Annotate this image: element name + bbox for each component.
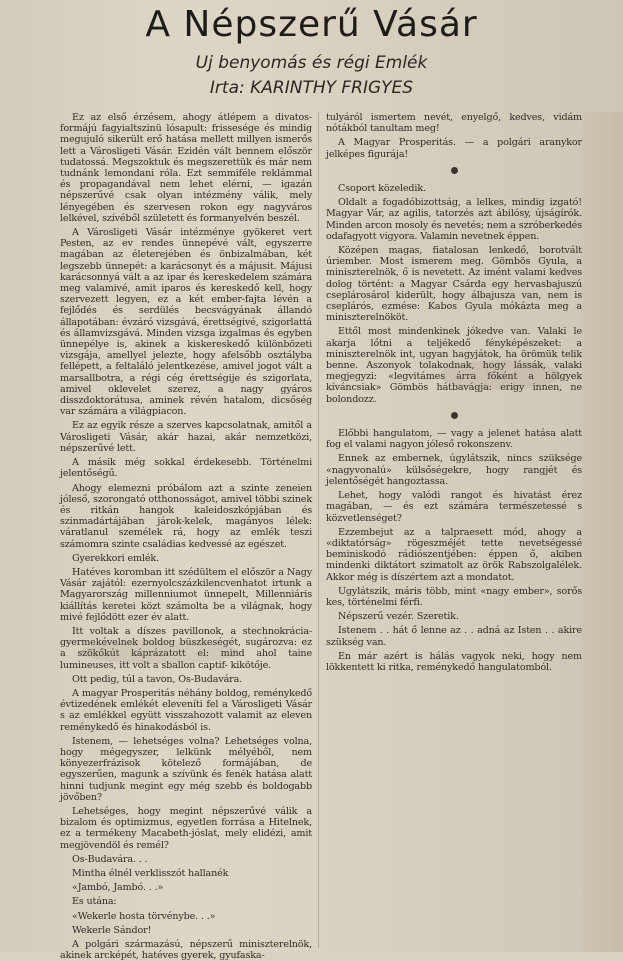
paragraph: Középen magas, fiatalosan lenkedő, borotvált úriember. Most ismerem meg. Gömbös Gyula, a miniszterelnök, ő is nevetett. Az imént valami kedves dolog történt: a Magyar Csárda egy hervasbajuszú cseplárosárol kiderült, hogy álbajusza van, nem is cseplárós, ezmése: Kabos Gyula mókázta meg a miniszterelnököt. bbox=[326, 245, 582, 324]
paragraph: En már azért is hálás vagyok neki, hogy nem lökkentett ki ritka, reménykedő hangulatomból. bbox=[326, 650, 582, 673]
paragraph: Előbbi hangulatom, — vagy a jelenet hatása alatt fog el valami nagyon jóleső rokonszenv. bbox=[326, 428, 582, 451]
scan-smudge bbox=[80, 640, 240, 664]
paragraph: Ez az egyik része a szerves kapcsolatnak, amitől a Városligeti Vásár, akár hazai, akár nemzetközi, népszerűvé lett. bbox=[60, 420, 312, 454]
paragraph: tulyáról ismertem nevét, enyelgő, kedves, vidám nótákból tanultam meg! bbox=[326, 112, 582, 135]
paragraph: A másik még sokkal érdekesebb. Történelmi jelentőségű. bbox=[60, 457, 312, 480]
article-headline: A Népszerű Vásár bbox=[145, 4, 478, 45]
verse-line: Mintha élnél verklisszót hallanék bbox=[72, 868, 229, 879]
verse-line: Wekerle Sándor! bbox=[72, 924, 152, 936]
section-divider-dot bbox=[326, 411, 582, 422]
left-column bbox=[60, 112, 312, 961]
paragraph: Ez az első érzésem, ahogy átlépem a divatos-formájú fagyialtszinü lósapult: frissesége és mindig megujuló sikerült erő hatása mellett millyen ismerős lett a Városligeti Vásár. Ezidén vált bennem először tudatossá. Megszoktuk és megszerettük és már nem tudnánk lemondani róla. Ezt semmiféle reklámmal és propagandával nem lehet elérni, — igazán népszerűvé csak olyan intézmény válik, mely lényegében és szervesen rokon egy nagyváros lelkével, szívéből született és formanyelvén beszél. bbox=[60, 112, 312, 224]
paragraph: Istenem . . hát ő lenne az . . adná az Isten . . akire szükség van. bbox=[326, 625, 582, 648]
paragraph: Népszerű vezér. Szeretik. bbox=[338, 611, 459, 623]
paragraph: Lehetséges, hogy megint népszerűvé válik a bizalom és optimizmus, egyetlen forrása a Hitelnek, ez a termékeny Macabeth-jóslat, mely elidézi, amit megjövendöl és remél? bbox=[60, 805, 312, 851]
scan-margin bbox=[582, 112, 623, 952]
article-byline: Irta: KARINTHY FRIGYES bbox=[209, 78, 414, 98]
verse-line: «Wekerle hosta törvénybe. . .» bbox=[72, 910, 216, 922]
right-column bbox=[326, 112, 582, 673]
column-rule bbox=[318, 112, 319, 948]
paragraph: Ennek az embernek, úgylátszik, nincs szüksége «nagyvonalú» külsőségekre, hogy rangjét és jelentőségét hangoztassa. bbox=[326, 453, 582, 487]
paragraph: A Magyar Prosperitás. — a polgári aranykor jelképes figurája! bbox=[326, 137, 582, 160]
paragraph: Ezzembejut az a talpraesett mód, ahogy a «diktatórság» rögeszméjét tette nevetségessé beminiskodó rádiószentjében: éppen ő, akiben mindenki diktátort szimatolt az örök Rabszolgalélek. Akkor még is díszértem azt a mondatot. bbox=[326, 526, 582, 583]
paragraph: Csoport közeledik. bbox=[338, 183, 426, 195]
paragraph: Ettől most mindenkinek jókedve van. Valaki le akarja lőtni a teljékedő fényképészeket: a miniszterelnök int, ugyan hagyjátok, ha örömük telik benne. Aszonyok tolakodnak, hogy lássák, valaki megjegyzi: «legvitámes árra főként a hölgyek kíváncsiak» Gömbös hátbavágja: erigy innen, ne bolondozz. bbox=[326, 326, 582, 405]
paragraph: Istenem, — lehetséges volna? Lehetséges volna, hogy mégegyszer, lelkünk mélyéből, nem könyezerfrázisok kötelező formájában, de egyszerűen, magunk a szívünk és fenék hatása alatt hinni tudjunk megint egy még szebb és boldogabb jövőben? bbox=[60, 735, 312, 803]
section-divider-dot bbox=[326, 166, 582, 177]
verse-line: Es utána: bbox=[72, 896, 117, 908]
paragraph: A Városligeti Vásár intézménye gyökeret vert Pesten, az ev rendes ünnepévé vált, egyszerre magában az életerejében és önbizalmában, két legszebb ünnepét: a karácsonyt és a májusit. Májusi karácsonnyá vált a az ipar és kereskedelem számára meg valamivé, amit iparos és kereskedő kell, hogy szervezett legyen, ez a két ember-fajta lévén a fejlődés és serdülés becsvágyának állandó állapotában: évzáró vizsgává, érettségivé, szigorlattá és államvizsgává. Minden vizsga izgalmas és egyben ünnepélye is, akinek a kiskereskedő különbözeti vizsgája, amellyel jelezte, hogy afelsőbb osztályba fellépett, a feltaláló jelentkezése, amivel jogot vált a marsallbotra, a régi cég érettségije és szigorlata, amivel oklevelet szerez, a nagy gyáros disszdoktorátusa, aminek révén hatalom, dicsőség var számára a világpiacon. bbox=[60, 227, 312, 418]
scan-smudge bbox=[440, 360, 560, 390]
verse-line: «Jambó, Jambó. . .» bbox=[72, 882, 164, 894]
paragraph: Oldalt a fogadóbizottság, a lelkes, mindig izgató! Magyar Vár, az agilis, tatorzés azt ábilósy, újságírók. Minden arcon mosoly és nevetés; nem a szróberkedés odafagyott vigyora. Valamin nevetnek éppen. bbox=[326, 197, 582, 242]
paragraph: Ugylátszik, máris több, mint «nagy ember», sorős kes, történelmi férfi. bbox=[326, 585, 582, 608]
paragraph: Hatéves koromban itt szédültem el először a Nagy Vásár zajától: ezernyolcszázkilencvenhatot irtunk a Magyarország millenniumot ünnepelt, Millenniáris kiállítás keretei közt számolta be a világnak, hogy mivé fejlődött ezer év alatt. bbox=[60, 566, 312, 623]
paragraph: Itt voltak a díszes pavillonok, a stechnokrácia- gyermekévelnek boldog büszkeségét, sugározva: ez a szökőkút káprázatott el: mind ahol taine lumineuses, itt volt a sballon captif- kikötője. bbox=[60, 625, 312, 671]
paragraph: Gyerekkori emlék. bbox=[72, 552, 159, 564]
paragraph: Ahogy elemezni próbálom azt a szinte zeneien jóleső, szorongató otthonosságot, amivel többi szinek és ritkán hangok kaleidoszkópjában és szinmadártájában járok-kelek, magányos lélek: váratlanul személek rá, hogy az emlék teszi számomra szinte családias kedvessé az egészet. bbox=[60, 482, 312, 550]
paragraph: Lehet, hogy valódi rangot és hivatást érez magában, — és ezt számára természetessé s közvetlenséget? bbox=[326, 490, 582, 524]
paragraph: Ott pedig, túl a tavon, Os-Budavára. bbox=[72, 673, 243, 685]
paragraph: A magyar Prosperitás néhány boldog, reménykedő évtizedének emlékét eleveníti fel a Városligeti Vásár s az emlékkel együtt visszahozott valamit az eleven reménykedő és hinakodásból is. bbox=[60, 687, 312, 733]
article-subtitle: Uj benyomás és régi Emlék bbox=[195, 53, 428, 73]
paragraph: A polgári származású, népszerű miniszterelnök, akinek arcképét, hatéves gyerek, gyufaska- bbox=[60, 939, 312, 961]
paragraph: Os-Budavára. . . bbox=[72, 853, 148, 865]
